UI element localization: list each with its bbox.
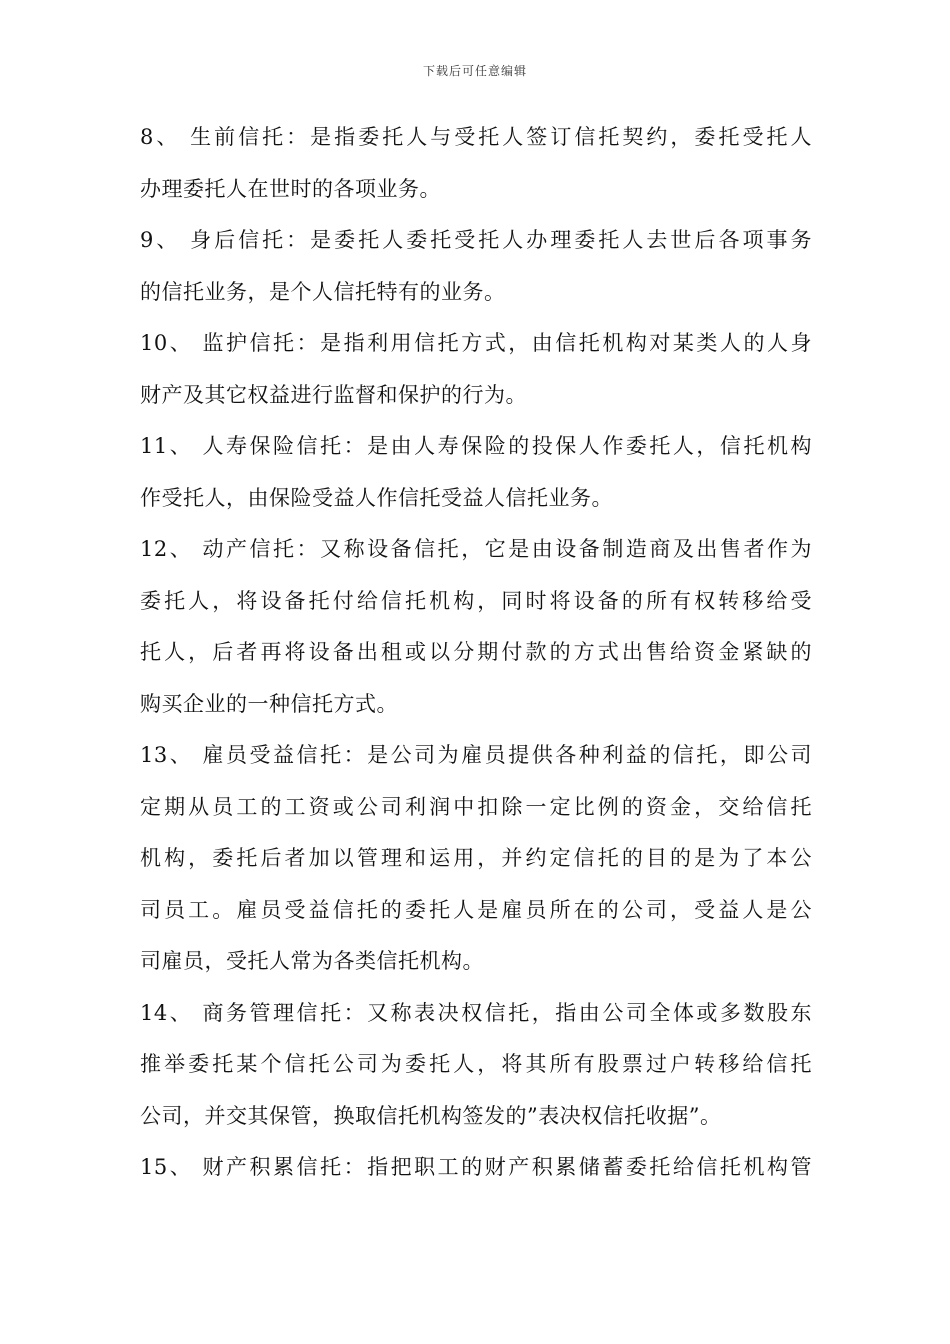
page-header-note: 下载后可任意编辑 [422, 64, 527, 78]
text-line: 托人，后者再将设备出租或以分期付款的方式出售给资金紧缺的 [140, 640, 812, 664]
text-line: 9、 身后信托：是委托人委托受托人办理委托人去世后各项事务 [140, 228, 812, 252]
text-line: 机构，委托后者加以管理和运用，并约定信托的目的是为了本公 [140, 846, 812, 870]
document-body [140, 112, 812, 1194]
text-line: 14、 商务管理信托：又称表决权信托，指由公司全体或多数股东 [140, 1000, 812, 1025]
text-line: 推举委托某个信托公司为委托人，将其所有股票过户转移给信托 [140, 1052, 812, 1076]
text-line: 公司，并交其保管，换取信托机构签发的”表决权信托收据”。 [140, 1103, 722, 1128]
text-line: 12、 动产信托：又称设备信托，它是由设备制造商及出售者作为 [140, 537, 812, 561]
text-line: 办理委托人在世时的各项业务。 [140, 176, 441, 201]
text-line: 财产及其它权益进行监督和保护的行为。 [140, 382, 527, 407]
text-line: 10、 监护信托：是指利用信托方式，由信托机构对某类人的人身 [140, 331, 812, 355]
text-line: 15、 财产积累信托：指把职工的财产积累储蓄委托给信托机构管 [140, 1155, 812, 1179]
text-line: 13、 雇员受益信托：是公司为雇员提供各种利益的信托，即公司 [140, 743, 812, 767]
text-line: 的信托业务，是个人信托特有的业务。 [140, 279, 506, 304]
text-line: 作受托人，由保险受益人作信托受益人信托业务。 [140, 485, 613, 510]
text-line: 8、 生前信托：是指委托人与受托人签订信托契约，委托受托人 [140, 125, 812, 149]
text-line: 定期从员工的工资或公司利润中扣除一定比例的资金，交给信托 [140, 794, 812, 819]
text-line: 11、 人寿保险信托：是由人寿保险的投保人作委托人，信托机构 [140, 434, 812, 458]
text-line: 购买企业的一种信托方式。 [140, 691, 398, 716]
text-line: 司员工。雇员受益信托的委托人是雇员所在的公司，受益人是公 [140, 897, 812, 922]
text-line: 司雇员，受托人常为各类信托机构。 [140, 949, 484, 973]
text-line: 委托人，将设备托付给信托机构，同时将设备的所有权转移给受 [140, 588, 812, 613]
